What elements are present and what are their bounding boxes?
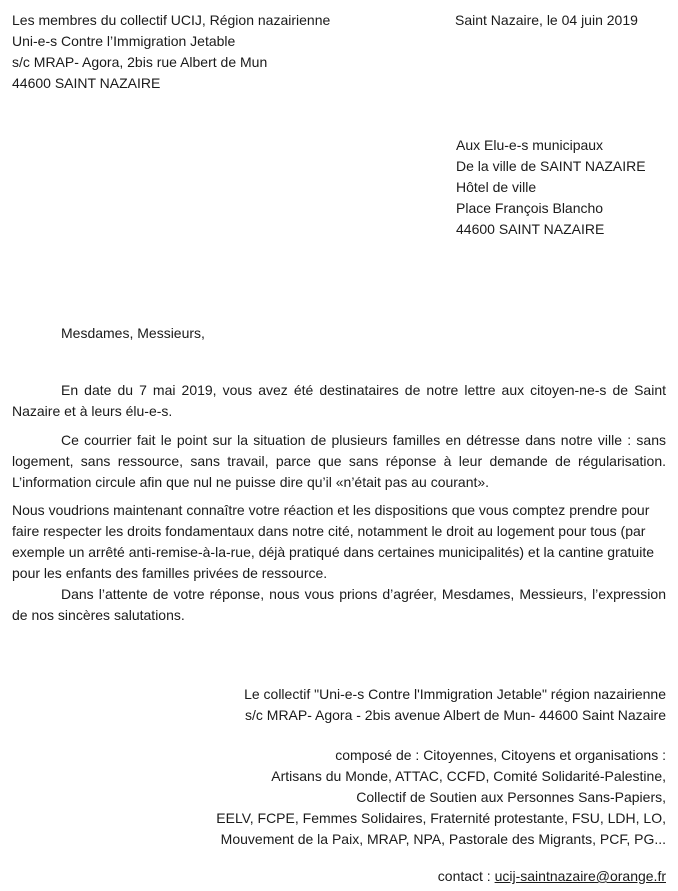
composition-line: EELV, FCPE, Femmes Solidaires, Fraternité protestante, FSU, LDH, LO, <box>216 810 666 826</box>
recipient-line: Aux Elu-e-s municipaux <box>456 137 604 153</box>
collective-members-block <box>12 745 666 850</box>
body-paragraph: En date du 7 mai 2019, vous avez été destinataires de notre lettre aux citoyen-ne-s de Saint Nazaire et à leurs élu-e-s. <box>12 382 666 419</box>
sender-line: 44600 SAINT NAZAIRE <box>12 75 161 91</box>
recipient-line: 44600 SAINT NAZAIRE <box>456 221 605 237</box>
recipient-address-block <box>456 135 666 240</box>
body-paragraph: Ce courrier fait le point sur la situation de plusieurs familles en détresse dans notre ville : sans logement, sans ressource, sans travail, parce que sans réponse à leur demande de régularisation. L’information circule afin que nul ne puisse dire qu’il «n’était pas au courant». <box>12 432 666 490</box>
composition-line: Artisans du Monde, ATTAC, CCFD, Comité Solidarité-Palestine, <box>271 768 666 784</box>
sender-line: Uni-e-s Contre l’Immigration Jetable <box>12 33 236 49</box>
signature-line: s/c MRAP- Agora - 2bis avenue Albert de Mun- 44600 Saint Nazaire <box>245 707 666 723</box>
sender-line: Les membres du collectif UCIJ, Région nazairienne <box>12 12 331 28</box>
date-line: Saint Nazaire, le 04 juin 2019 <box>455 12 638 28</box>
recipient-line: Place François Blancho <box>456 200 604 216</box>
body-paragraph: Dans l’attente de votre réponse, nous vous prions d’agréer, Mesdames, Messieurs, l’expression de nos sincères salutations. <box>12 586 666 623</box>
composition-line: Collectif de Soutien aux Personnes Sans-Papiers, <box>356 789 666 805</box>
recipient-line: De la ville de SAINT NAZAIRE <box>456 158 646 174</box>
salutation: Mesdames, Messieurs, <box>61 325 205 341</box>
signature-block <box>12 684 666 726</box>
sender-line: s/c MRAP- Agora, 2bis rue Albert de Mun <box>12 54 268 70</box>
body-paragraph: Nous voudrions maintenant connaître votre réaction et les dispositions que vous comptez prendre pour faire respecter les droits fondamentaux dans notre cité, notamment le droit au logement pour tous (par exemple un arrêté anti-remise-à-la-rue, déjà pratiqué dans certaines municipalités) et la cantine gratuite pour les enfants des familles privées de ressource. <box>12 502 654 581</box>
email-link[interactable]: ucij-saintnazaire@orange.fr <box>494 868 666 884</box>
contact-label: contact : <box>437 868 495 884</box>
recipient-line: Hôtel de ville <box>456 179 537 195</box>
signature-line: Le collectif "Uni-e-s Contre l'Immigration Jetable" région nazairienne <box>244 686 666 702</box>
composition-line: Mouvement de la Paix, MRAP, NPA, Pastorale des Migrants, PCF, PG... <box>220 831 666 847</box>
composition-line: composé de : Citoyennes, Citoyens et organisations : <box>335 747 666 763</box>
contact-line <box>12 866 666 887</box>
